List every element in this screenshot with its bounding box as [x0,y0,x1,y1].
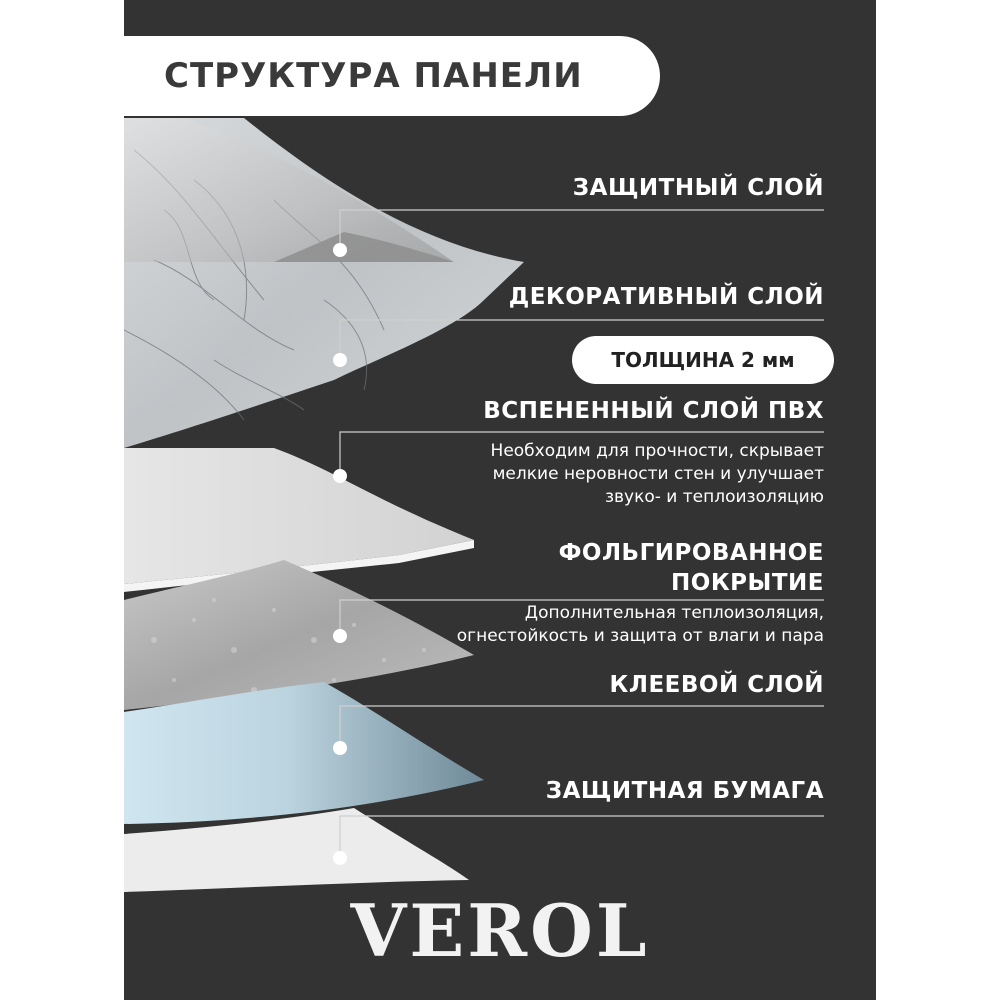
protective-layer [124,118,454,262]
description-line: Дополнительная теплоизоляция, [524,603,824,623]
layer-name-foil [559,538,824,598]
layer-name-pvc-foam: ВСПЕНЕННЫЙ СЛОЙ ПВХ [483,398,824,424]
dot-marker-icon [333,353,347,367]
layer-name-line: ПОКРЫТИЕ [671,570,824,596]
layer-name-adhesive: КЛЕЕВОЙ СЛОЙ [609,672,824,698]
thickness-badge [572,336,834,384]
pvc-foam-layer [124,448,474,584]
description-line: Необходим для прочности, скрывает [490,441,824,461]
dot-marker-icon [333,469,347,483]
dot-marker-icon [333,851,347,865]
description-line: звуко- и теплоизоляцию [604,487,824,507]
thickness-badge-text: ТОЛЩИНА 2 мм [611,348,795,372]
panel-structure-card [124,0,876,1000]
dot-marker-icon [333,629,347,643]
description-line: мелкие неровности стен и улучшает [492,464,824,484]
page-title: СТРУКТУРА ПАНЕЛИ [164,56,583,96]
layer-description-pvc-foam [491,440,824,509]
brand-logo: VEROL [350,888,650,973]
layer-name-protective-paper: ЗАЩИТНАЯ БУМАГА [545,778,824,804]
layer-name-line: ФОЛЬГИРОВАННОЕ [558,540,824,566]
dot-marker-icon [333,243,347,257]
description-line: огнестойкость и защита от влаги и пара [456,626,824,646]
title-banner [0,36,660,116]
layer-name-decorative: ДЕКОРАТИВНЫЙ СЛОЙ [508,284,824,310]
layer-name-protective: ЗАЩИТНЫЙ СЛОЙ [572,175,824,201]
dot-marker-icon [333,741,347,755]
layer-description-foil [457,602,824,648]
